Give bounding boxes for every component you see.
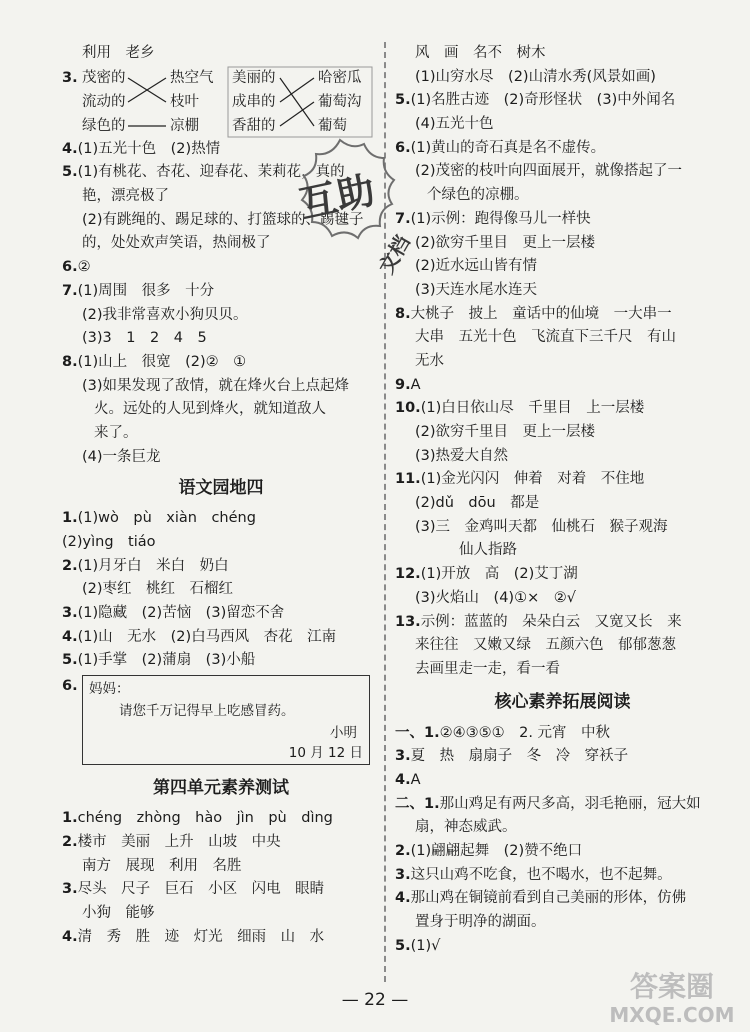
match-option: 茂密的 — [82, 69, 126, 86]
right-column — [395, 42, 730, 958]
answer-text: 示例：蓝蓝的 朵朵白云 又宽又长 来 — [420, 613, 682, 630]
answer-text: (2)近水远山皆有情 — [415, 258, 538, 275]
page-footer: — 22 — — [341, 990, 409, 1010]
answer-line — [395, 516, 730, 540]
answer-text: (1)wò pù xiàn chéng — [77, 510, 256, 527]
answer-line — [62, 902, 380, 926]
answer-text: (3)天连水尾水连天 — [415, 281, 538, 298]
answer-text: (1)有桃花、杏花、迎春花、茉莉花，真的 — [77, 164, 345, 181]
answer-line — [395, 658, 730, 682]
answer-line — [62, 280, 380, 304]
answer-text: (2)dǔ dōu 都是 — [415, 495, 540, 512]
answer-text: (1)名胜古迹 (2)奇形怪状 (3)中外闻名 — [410, 92, 676, 109]
stamp-main-text: 互助 — [295, 167, 379, 227]
question-number: 6. — [62, 678, 78, 695]
answer-text: 小狗 能够 — [82, 904, 155, 921]
answer-line — [62, 578, 380, 602]
answer-text: (1)周围 很多 十分 — [77, 282, 215, 299]
match-box — [228, 67, 372, 137]
answer-text: 清 秀 胜 迹 灯光 细雨 山 水 — [77, 928, 325, 945]
match-line — [280, 102, 314, 126]
question-number: 5. — [395, 937, 411, 954]
answer-text: (1)√ — [410, 937, 441, 954]
answer-line — [395, 326, 730, 350]
match-option: 香甜的 — [232, 117, 276, 134]
question-number: 3. — [395, 866, 411, 883]
answer-text: 艳，漂亮极了 — [82, 188, 169, 205]
answer-line — [395, 208, 730, 232]
answer-line — [395, 66, 730, 90]
answer-text: 南方 展现 利用 名胜 — [82, 857, 242, 874]
answer-line — [62, 351, 380, 375]
question-number: 4. — [395, 771, 411, 788]
question-number: 9. — [395, 376, 411, 393]
answer-line — [62, 675, 380, 769]
answer-line — [62, 531, 380, 555]
answer-line — [395, 722, 730, 746]
answer-line — [395, 303, 730, 327]
page-number: 22 — [364, 990, 386, 1010]
answer-text: ② — [77, 259, 91, 276]
answer-text: A — [410, 376, 421, 393]
note-box — [82, 675, 370, 765]
answer-line — [395, 793, 730, 817]
answer-text: (3)如果发现了敌情，就在烽火台上点起烽 — [82, 377, 350, 394]
answer-text: (1)隐藏 (2)苦恼 (3)留恋不舍 — [77, 605, 285, 622]
note-signature: 小明 — [330, 725, 357, 742]
question-number: 5. — [395, 92, 411, 109]
question-number: 1. — [62, 810, 78, 827]
question-number: 二、1. — [395, 795, 440, 812]
answer-text: (1)山 无水 (2)白马西风 杏花 江南 — [77, 628, 337, 645]
answer-text: 仙人指路 — [459, 542, 517, 559]
answer-text: 置身于明净的湖面。 — [415, 914, 546, 931]
answer-line — [62, 375, 380, 399]
answer-text: (1)手掌 (2)蒲扇 (3)小船 — [77, 652, 256, 669]
matching-question — [62, 66, 380, 138]
match-option: 哈密瓜 — [318, 69, 362, 86]
stamp-sub-text: 文档 — [373, 231, 415, 278]
answer-line — [62, 855, 380, 879]
question-number: 7. — [395, 210, 411, 227]
question-number: 4. — [62, 140, 78, 157]
answer-text: 无水 — [415, 352, 444, 369]
answer-line — [62, 649, 380, 673]
answer-line — [62, 602, 380, 626]
answer-line — [62, 831, 380, 855]
question-number: 11. — [395, 471, 421, 488]
answer-line — [395, 42, 730, 66]
answer-text: (3)热爱大自然 — [415, 447, 509, 464]
answer-text: (3)三 金鸡叫天都 仙桃石 猴子观海 — [415, 518, 668, 535]
answer-text: (1)黄山的奇石真是名不虚传。 — [410, 139, 606, 156]
answer-line — [62, 304, 380, 328]
answer-line — [395, 350, 730, 374]
question-number: 10. — [395, 400, 421, 417]
answer-text: 个绿色的凉棚。 — [427, 187, 529, 204]
match-option: 枝叶 — [170, 93, 199, 110]
answer-text: (1)山上 很宽 (2)② ① — [77, 353, 247, 370]
answer-text: (1)金光闪闪 伸着 对着 不住地 — [420, 471, 645, 488]
answer-text: (2)有跳绳的、踢足球的、打篮球的、踢毽子 — [82, 211, 364, 228]
match-option: 葡萄 — [318, 117, 347, 134]
answer-line — [62, 446, 380, 470]
question-number: 6. — [62, 259, 78, 276]
question-number: 7. — [62, 282, 78, 299]
watermark-line1: 答案圈 — [629, 970, 715, 1003]
question-number: 3. — [62, 881, 78, 898]
match-option: 葡萄沟 — [318, 93, 362, 110]
answer-line — [395, 397, 730, 421]
answer-line — [395, 492, 730, 516]
answer-line — [395, 611, 730, 635]
question-number: 3. — [62, 69, 78, 86]
answer-text: (1)翩翩起舞 (2)赞不绝口 — [410, 843, 583, 859]
section-title: 第四单元素养测试 — [153, 778, 289, 799]
answer-text: 风 画 名不 树木 — [415, 45, 546, 61]
question-number: 2. — [62, 557, 78, 574]
answer-line — [62, 422, 380, 446]
question-number: 5. — [62, 652, 78, 669]
question-number: 2. — [395, 843, 411, 859]
match-option: 凉棚 — [170, 117, 199, 134]
answer-text: (1)开放 高 (2)艾丁湖 — [420, 566, 578, 583]
answer-text: A — [410, 771, 421, 788]
note-body: 请您千万记得早上吃感冒药。 — [119, 703, 295, 720]
answer-text: 的，处处欢声笑语，热闹极了 — [82, 235, 271, 252]
answer-text: 楼市 美丽 上升 山坡 中央 — [77, 833, 281, 850]
answer-text: (1)示例：跑得像马儿一样快 — [410, 210, 591, 227]
question-number: 12. — [395, 566, 421, 583]
answer-line — [395, 769, 730, 793]
answer-text: (3)火焰山 (4)①× ②√ — [415, 589, 576, 606]
answer-line — [62, 626, 380, 650]
answer-line: 利用 老乡 — [82, 45, 155, 61]
answer-text: (2)我非常喜欢小狗贝贝。 — [82, 306, 248, 323]
answer-text: ②④③⑤① 2. 元宵 中秋 — [439, 724, 611, 741]
answer-line — [395, 587, 730, 611]
note-greeting: 妈妈： — [89, 681, 130, 698]
match-line — [280, 78, 314, 102]
answer-line — [62, 807, 380, 831]
answer-text: (4)一条巨龙 — [82, 448, 161, 465]
answer-text: 来了。 — [94, 424, 138, 441]
stamp-seal — [272, 132, 415, 282]
answer-line — [395, 160, 730, 184]
answer-line — [395, 911, 730, 935]
answer-text: 尽头 尺子 巨石 小区 闪电 眼睛 — [77, 881, 325, 898]
answer-line — [395, 279, 730, 303]
answer-text: (2)茂密的枝叶向四面展开，就像搭起了一 — [415, 163, 683, 180]
answer-text: (1)山穷水尽 (2)山清水秀(风景如画) — [415, 68, 656, 85]
question-number: 8. — [62, 353, 78, 370]
answer-line — [62, 507, 380, 531]
answer-line — [395, 184, 730, 208]
answer-line — [395, 816, 730, 840]
question-number: 2. — [62, 833, 78, 850]
question-number: 6. — [395, 139, 411, 156]
answer-line — [395, 887, 730, 911]
answer-line — [62, 878, 380, 902]
answer-text: 大桃子 披上 童话中的仙境 一大串一 — [410, 305, 672, 322]
answer-text: (3)3 1 2 4 5 — [82, 330, 207, 347]
answer-text: 去画里走一走，看一看 — [415, 660, 560, 677]
answer-text: (1)五光十色 (2)热情 — [77, 140, 221, 157]
note-date: 10 月 12 日 — [288, 745, 363, 762]
question-number: 4. — [62, 628, 78, 645]
answer-line — [395, 634, 730, 658]
answer-text: 扇，神态威武。 — [415, 819, 517, 836]
answer-line — [395, 255, 730, 279]
question-number: 13. — [395, 613, 421, 630]
answer-line — [62, 926, 380, 950]
answer-text: 火。远处的人见到烽火，就知道敌人 — [94, 401, 326, 418]
answer-text: 来往往 又嫩又绿 五颜六色 郁郁葱葱 — [415, 637, 676, 654]
answer-text: (1)白日依山尽 千里目 上一层楼 — [420, 400, 645, 417]
answer-line — [62, 327, 380, 351]
answer-line — [395, 745, 730, 769]
question-number: 一、1. — [395, 724, 440, 741]
answer-line — [395, 539, 730, 563]
watermark-logo — [602, 966, 742, 1028]
answer-line — [395, 864, 730, 888]
question-number: 3. — [395, 748, 411, 765]
answer-line — [395, 89, 730, 113]
question-number: 4. — [62, 928, 78, 945]
section-title: 语文园地四 — [178, 478, 264, 499]
answer-line — [62, 398, 380, 422]
answer-line — [395, 935, 730, 959]
section-title: 核心素养拓展阅读 — [494, 691, 631, 712]
answer-line — [395, 563, 730, 587]
match-option: 绿色的 — [82, 117, 126, 134]
answer-text: 这只山鸡不吃食，也不喝水，也不起舞。 — [410, 866, 672, 883]
question-number: 3. — [62, 605, 78, 622]
answer-text: 夏 热 扇扇子 冬 冷 穿袄子 — [410, 748, 629, 765]
answer-text: 那山鸡在铜镜前看到自己美丽的形体，仿佛 — [410, 890, 687, 907]
answer-line — [395, 468, 730, 492]
answer-text: (2)yìng tiáo — [62, 534, 156, 550]
watermark-line2: MXQE.COM — [609, 1003, 735, 1027]
matching-lines — [62, 66, 380, 138]
match-option: 流动的 — [82, 93, 126, 110]
question-number: 1. — [62, 510, 78, 527]
question-number: 4. — [395, 890, 411, 907]
answer-line — [395, 421, 730, 445]
match-option: 美丽的 — [232, 69, 276, 86]
answer-text: (2)枣红 桃红 石榴红 — [82, 581, 234, 598]
answer-text: (2)欲穷千里目 更上一层楼 — [415, 424, 596, 440]
answer-line — [395, 374, 730, 398]
answer-line — [395, 445, 730, 469]
answer-line — [62, 555, 380, 579]
answer-line — [395, 113, 730, 137]
question-number: 5. — [62, 164, 78, 181]
answer-line — [395, 137, 730, 161]
match-line — [280, 78, 314, 126]
question-number: 8. — [395, 305, 411, 322]
match-option: 成串的 — [232, 93, 276, 110]
match-option: 热空气 — [170, 69, 214, 86]
answer-text: (1)月牙白 米白 奶白 — [77, 557, 229, 574]
answer-line — [395, 232, 730, 256]
answer-text: (4)五光十色 — [415, 116, 494, 133]
answer-text: 大串 五光十色 飞流直下三千尺 有山 — [415, 329, 676, 346]
answer-text: (2)欲穷千里目 更上一层楼 — [415, 234, 596, 251]
answer-text: 那山鸡足有两尺多高，羽毛艳丽，冠大如 — [439, 795, 701, 812]
answer-line — [395, 840, 730, 864]
answer-text: chéng zhòng hào jìn pù dìng — [77, 810, 333, 827]
